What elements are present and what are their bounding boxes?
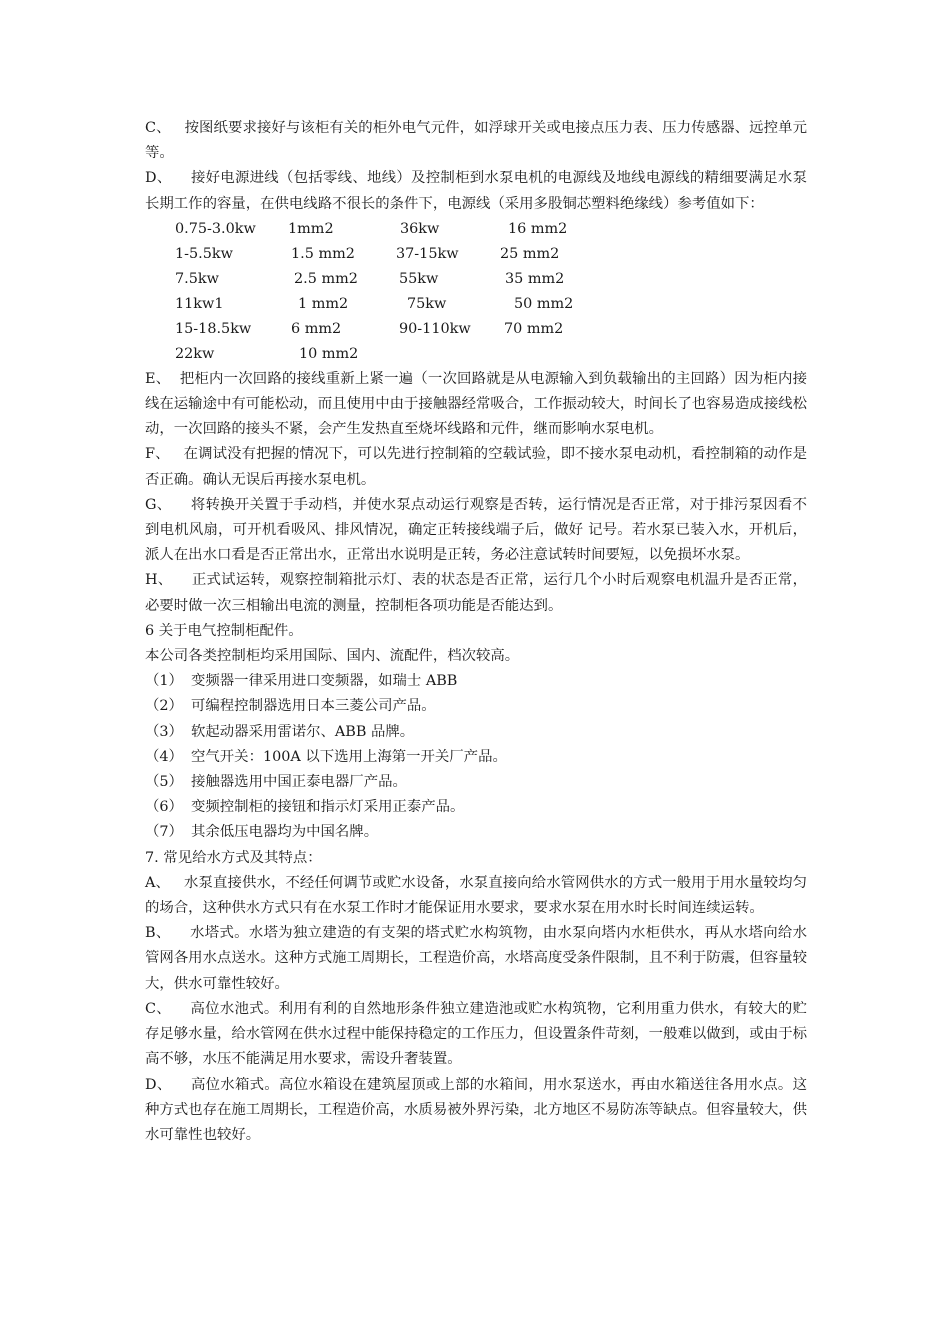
section-7-paragraph-b <box>145 921 807 997</box>
paragraph-label: H、 <box>145 572 173 589</box>
list-item <box>145 694 807 719</box>
paragraph-f <box>145 442 807 492</box>
list-item-text: 变频器一律采用进口变频器，如瑞士 ABB <box>191 673 458 690</box>
paragraph-label: A、 <box>145 874 170 891</box>
list-item-number: （4） <box>145 748 183 765</box>
table-cell: 50 mm2 <box>514 295 574 312</box>
list-item-text: 可编程控制器选用日本三菱公司产品。 <box>191 698 436 715</box>
list-item-number: （5） <box>145 774 183 791</box>
paragraph-label: B、 <box>145 925 171 942</box>
paragraph-text: 水泵直接供水，不经任何调节或贮水设备，水泵直接向给水管网供水的方式一般用于用水量较均匀的场合，这种供水方式只有在水泵工作时才能保证用水要求，要求水泵在用水时长时间连续运转。 <box>145 874 807 917</box>
list-item-text: 接触器选用中国正泰电器厂产品。 <box>191 774 407 791</box>
table-cell: 55kw <box>399 270 439 287</box>
table-cell: 2.5 mm2 <box>294 270 358 287</box>
table-cell: 35 mm2 <box>505 270 565 287</box>
list-item <box>145 745 807 770</box>
list-item <box>145 770 807 795</box>
paragraph-label: C、 <box>145 120 171 136</box>
table-cell: 22kw <box>175 345 215 362</box>
list-item <box>145 720 807 745</box>
list-item-number: （1） <box>145 673 183 690</box>
paragraph-text: 高位水箱式。高位水箱设在建筑屋顶或上部的水箱间，用水泵送水，再由水箱送往各用水点。这种方式也存在施工周期长，工程造价高，水质易被外界污染，北方地区不易防冻等缺点。但容量较大，供水可靠性也较好。 <box>145 1076 807 1143</box>
list-item-text: 其余低压电器均为中国名牌。 <box>191 824 379 841</box>
section-7-paragraph-a <box>145 871 807 921</box>
table-cell: 70 mm2 <box>504 320 564 337</box>
paragraph-label: D、 <box>145 1076 172 1093</box>
paragraph-label: F、 <box>145 446 170 463</box>
paragraph-g <box>145 493 807 569</box>
section-6-list <box>145 669 807 845</box>
section-6-intro: 本公司各类控制柜均采用国际、国内、流配件，档次较高。 <box>145 648 520 665</box>
paragraph-text: 在调试没有把握的情况下，可以先进行控制箱的空载试验，即不接水泵电动机，看控制箱的动作是否正确。确认无误后再接水泵电机。 <box>145 446 807 488</box>
section-7-paragraph-d <box>145 1073 807 1149</box>
list-item-text: 变频控制柜的接钮和指示灯采用正泰产品。 <box>191 799 465 816</box>
table-cell: 36kw <box>400 220 440 237</box>
paragraph-text: 正式试运转，观察控制箱批示灯、表的状态是否正常，运行几个小时后观察电机温升是否正常，必要时做一次三相输出电流的测量，控制柜各项功能是否能达到。 <box>145 572 807 614</box>
table-cell: 90-110kw <box>399 320 471 337</box>
list-item-text: 软起动器采用雷诺尔、ABB 品牌。 <box>191 723 415 740</box>
list-item-number: （6） <box>145 799 183 816</box>
paragraph-e <box>145 367 807 443</box>
table-cell: 11kw1 <box>175 295 224 312</box>
paragraph-c <box>145 116 807 166</box>
paragraph-text: 按图纸要求接好与该柜有关的柜外电气元件，如浮球开关或电接点压力表、压力传感器、远控单元等。 <box>145 120 807 162</box>
table-cell: 37-15kw <box>396 245 459 262</box>
table-cell: 25 mm2 <box>500 245 560 262</box>
table-cell: 15-18.5kw <box>175 320 252 337</box>
table-cell: 7.5kw <box>175 270 219 287</box>
table-row <box>145 342 807 367</box>
list-item <box>145 795 807 820</box>
table-cell: 75kw <box>407 295 447 312</box>
table-cell: 1-5.5kw <box>175 245 233 262</box>
paragraph-label: G、 <box>145 496 172 513</box>
paragraph-label: C、 <box>145 1000 171 1017</box>
table-row <box>145 267 807 292</box>
list-item-number: （7） <box>145 824 183 841</box>
paragraph-text: 将转换开关置于手动档，并使水泵点动运行观察是否转，运行情况是否正常，对于排污泵因看不到电机风扇，可开机看吸风、排风情况，确定正转接线端子后，做好 记号。若水泵已装入水，开机后，派人在出水口看是否正常出水，正常出水说明是正转，务必注意试转时间要短，以免损坏水泵。 <box>145 496 807 564</box>
cable-size-table <box>145 217 807 367</box>
section-7-paragraph-c <box>145 997 807 1073</box>
table-cell: 6 mm2 <box>291 320 342 337</box>
paragraph-label: E、 <box>145 370 171 387</box>
table-row <box>145 217 807 242</box>
table-cell: 1mm2 <box>288 220 334 237</box>
list-item <box>145 669 807 694</box>
paragraph-h <box>145 568 807 618</box>
table-row <box>145 242 807 267</box>
table-cell: 1.5 mm2 <box>291 245 355 262</box>
section-7-title: 7. 常见给水方式及其特点： <box>145 849 322 866</box>
paragraph-label: D、 <box>145 170 172 187</box>
paragraph-text: 把柜内一次回路的接线重新上紧一遍（一次回路就是从电源输入到负载输出的主回路）因为柜内接线在运输途中有可能松动，而且使用中由于接触器经常吸合，工作振动较大，时间长了也容易造成接线松动，一次回路的接头不紧，会产生发热直至烧坏线路和元件，继而影响水泵电机。 <box>145 370 807 438</box>
paragraph-text: 接好电源进线（包括零线、地线）及控制柜到水泵电机的电源线及地线电源线的精细要满足水泵长期工作的容量，在供电线路不很长的条件下，电源线（采用多股铜芯塑料绝缘线）参考值如下： <box>145 170 807 212</box>
table-row <box>145 292 807 317</box>
table-cell: 1 mm2 <box>298 295 349 312</box>
table-cell: 0.75-3.0kw <box>175 220 256 237</box>
table-cell: 10 mm2 <box>299 345 359 362</box>
table-cell: 16 mm2 <box>508 220 568 237</box>
section-6-title: 6 关于电气控制柜配件。 <box>145 622 303 639</box>
paragraph-text: 水塔式。水塔为独立建造的有支架的塔式贮水构筑物，由水泵向塔内水柜供水，再从水塔向给水管网各用水点送水。这种方式施工周期长，工程造价高，水塔高度受条件限制，且不利于防震，但容量较大，供水可靠性较好。 <box>145 925 807 992</box>
list-item-number: （2） <box>145 698 183 715</box>
document-page <box>145 116 807 1148</box>
list-item <box>145 820 807 845</box>
list-item-number: （3） <box>145 723 183 740</box>
paragraph-d <box>145 166 807 216</box>
list-item-text: 空气开关：100A 以下选用上海第一开关厂产品。 <box>191 748 507 765</box>
paragraph-text: 高位水池式。利用有利的自然地形条件独立建造池或贮水构筑物，它利用重力供水，有较大的贮存足够水量，给水管网在供水过程中能保持稳定的工作压力，但设置条件苛刻，一般难以做到，或由于标高不够，水压不能满足用水要求，需设升奢装置。 <box>145 1000 807 1068</box>
table-row <box>145 317 807 342</box>
